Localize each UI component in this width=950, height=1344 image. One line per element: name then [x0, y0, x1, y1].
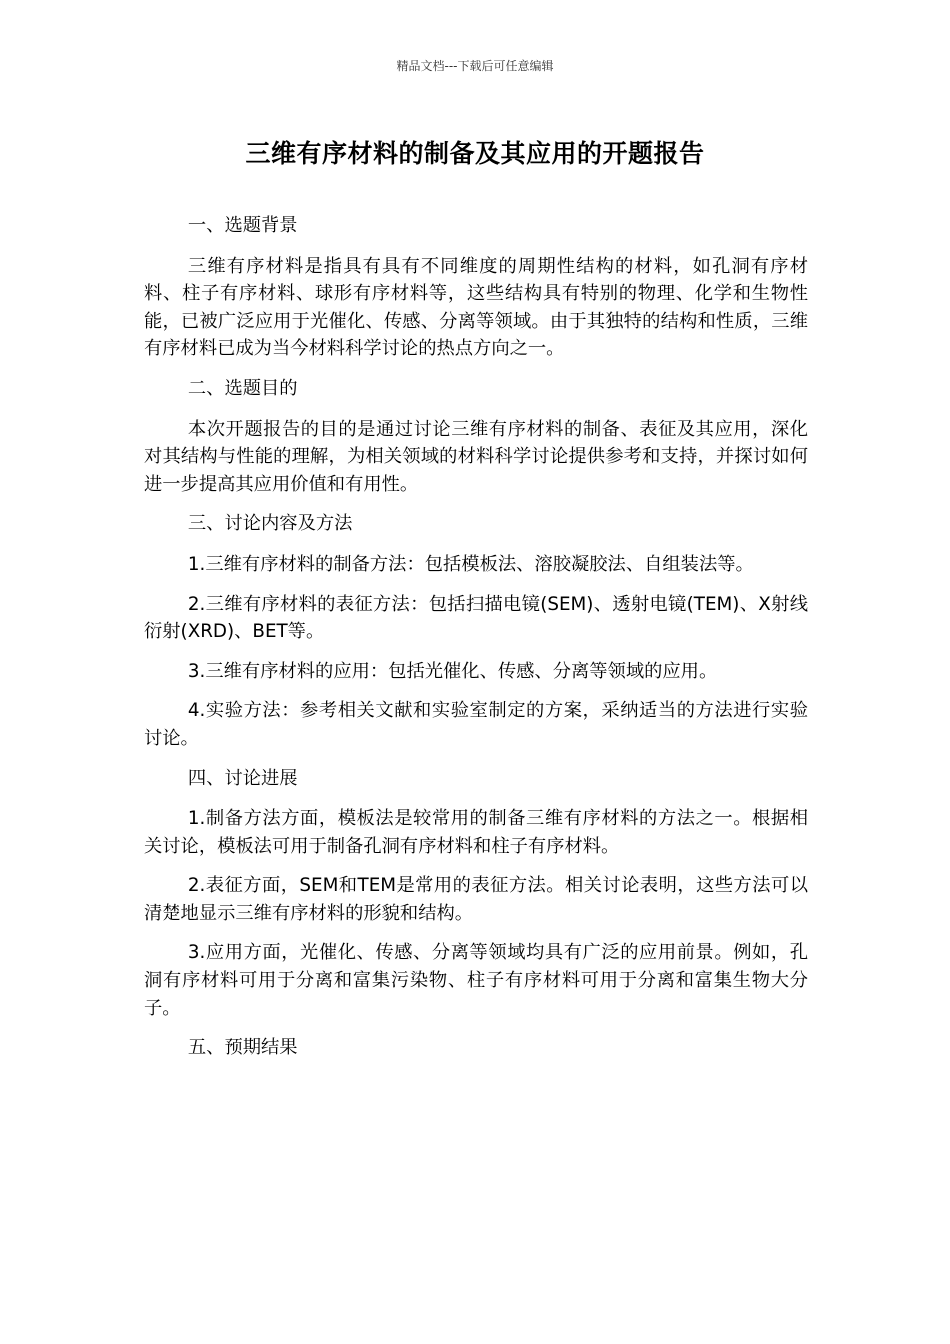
paragraph-background: 三维有序材料是指具有具有不同维度的周期性结构的材料，如孔洞有序材料、柱子有序材料、球形有序材料等，这些结构具有特别的物理、化学和生物性能，已被广泛应用于光催化、传感、分离等领域。由于其独特的结构和性质，三维有序材料已成为当今材料科学讨论的热点方向之一。	[144, 255, 808, 360]
list-item-characterization-methods: 2.三维有序材料的表征方法：包括扫描电镜(SEM)、透射电镜(TEM)、X射线衍射(XRD)、BET等。	[144, 593, 808, 643]
list-item-progress-preparation: 1.制备方法方面，模板法是较常用的制备三维有序材料的方法之一。根据相关讨论，模板法可用于制备孔洞有序材料和柱子有序材料。	[144, 808, 808, 857]
list-item-progress-characterization: 2.表征方面，SEM和TEM是常用的表征方法。相关讨论表明，这些方法可以清楚地显示三维有序材料的形貌和结构。	[144, 875, 808, 924]
list-item-preparation-methods: 1.三维有序材料的制备方法：包括模板法、溶胶凝胶法、自组装法等。	[187, 553, 754, 575]
list-item-applications: 3.三维有序材料的应用：包括光催化、传感、分离等领域的应用。	[187, 660, 718, 682]
header-note: 精品文档---下载后可任意编辑	[396, 59, 554, 73]
section-heading-purpose: 二、选题目的	[187, 377, 298, 399]
section-heading-content-methods: 三、讨论内容及方法	[187, 513, 353, 535]
document-body	[144, 212, 808, 1075]
section-heading-background: 一、选题背景	[187, 215, 298, 236]
paragraph-purpose: 本次开题报告的目的是通过讨论三维有序材料的制备、表征及其应用，深化对其结构与性能的理解，为相关领域的材料科学讨论提供参考和支持，并探讨如何进一步提高其应用价值和有用性。	[144, 418, 808, 495]
list-item-progress-applications: 3.应用方面，光催化、传感、分离等领域均具有广泛的应用前景。例如，孔洞有序材料可用于分离和富集污染物、柱子有序材料可用于分离和富集生物大分子。	[144, 942, 808, 1019]
list-item-experiment-methods: 4.实验方法：参考相关文献和实验室制定的方案，采纳适当的方法进行实验讨论。	[144, 700, 808, 749]
section-heading-expected-results: 五、预期结果	[187, 1037, 298, 1059]
document-title: 三维有序材料的制备及其应用的开题报告	[245, 139, 705, 168]
section-heading-progress: 四、讨论进展	[187, 767, 298, 789]
